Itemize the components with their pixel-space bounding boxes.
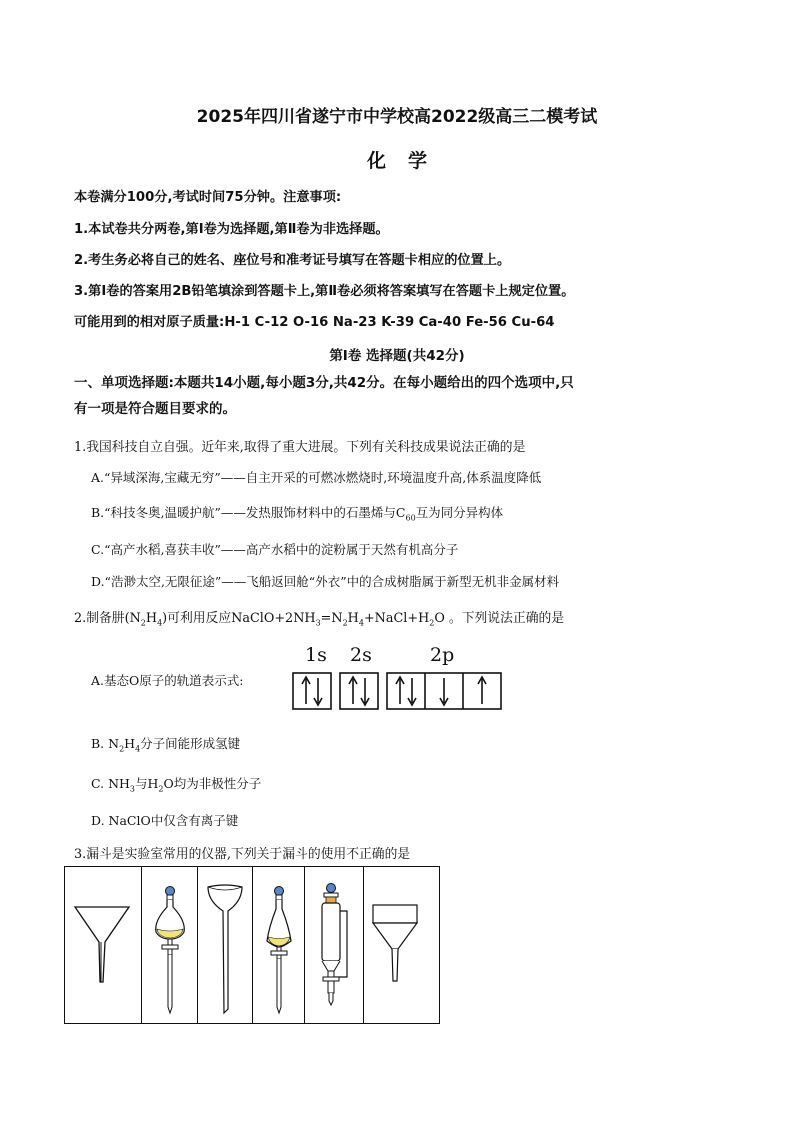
orbital-label-1s: 1s bbox=[305, 644, 327, 666]
spin-down-arrow-icon bbox=[314, 678, 322, 705]
spin-down-arrow-icon bbox=[408, 678, 416, 705]
long-neck-funnel-icon bbox=[198, 867, 253, 1023]
question-3-stem: 3.漏斗是实验室常用的仪器,下列关于漏斗的使用不正确的是 bbox=[74, 847, 411, 862]
instruction-item-1: 1.本试卷共分两卷,第Ⅰ卷为选择题,第Ⅱ卷为非选择题。 bbox=[74, 222, 389, 237]
atomic-masses: 可能用到的相对原子质量:H-1 C-12 O-16 Na-23 K-39 Ca-40 Fe-56 Cu-64 bbox=[74, 315, 555, 330]
spin-down-arrow-icon bbox=[440, 678, 448, 705]
question-1-stem: 1.我国科技自立自强。近年来,取得了重大进展。下列有关科技成果说法正确的是 bbox=[74, 440, 526, 455]
instructions-intro: 本卷满分100分,考试时间75分钟。注意事项: bbox=[74, 190, 342, 205]
question-1-option-a: A.“异域深海,宝藏无穷”——自主开采的可燃冰燃烧时,环境温度升高,体系温度降低 bbox=[91, 470, 542, 485]
buchner-funnel-icon bbox=[364, 867, 439, 1023]
question-1-option-c: C.“高产水稻,喜获丰收”——高产水稻中的淀粉属于天然有机高分子 bbox=[91, 542, 459, 557]
orbital-label-2p: 2p bbox=[430, 644, 455, 666]
funnel-cell-6 bbox=[364, 867, 439, 1023]
spin-up-arrow-icon bbox=[349, 677, 357, 704]
part-one-line-2: 有一项是符合题目要求的。 bbox=[74, 401, 236, 417]
question-1-option-d: D.“浩渺太空,无限征途”——飞船返回舱“外衣”中的合成树脂属于新型无机非金属材料 bbox=[91, 574, 560, 589]
funnel-cell-3 bbox=[198, 867, 253, 1023]
orbital-label-2s: 2s bbox=[350, 644, 372, 666]
question-2-stem: 2.制备肼$(N_2H_4)$可利用反应$NaClO+2NH_3=N_2H_4+NaCl+H_2O$ 。下列说法正确的是 bbox=[74, 611, 565, 628]
question-2-option-c: C. $NH_3$与$H_2O$均为非极性分子 bbox=[91, 776, 262, 794]
section-heading: 第Ⅰ卷 选择题(共42分) bbox=[329, 348, 465, 364]
orbital-box-1s bbox=[293, 673, 331, 709]
spin-down-arrow-icon bbox=[361, 678, 369, 705]
spin-up-arrow-icon bbox=[478, 677, 486, 704]
instruction-item-3: 3.第Ⅰ卷的答案用2B铅笔填涂到答题卡上,第Ⅱ卷必须将答案填写在答题卡上规定位置。 bbox=[74, 284, 575, 299]
orbital-box-2s bbox=[340, 673, 378, 709]
orbital-diagram bbox=[290, 670, 510, 712]
question-2-option-b: B. $N_2H_4$分子间能形成氢键 bbox=[91, 736, 241, 754]
exam-title: 2025年四川省遂宁市中学校高2022级高三二模考试 bbox=[196, 107, 598, 127]
funnel-cell-1 bbox=[65, 867, 142, 1023]
part-one-instructions bbox=[74, 370, 724, 422]
spin-up-arrow-icon bbox=[302, 677, 310, 704]
funnel-figure-table bbox=[64, 866, 440, 1024]
common-funnel-icon bbox=[65, 867, 141, 1023]
funnel-cell-4 bbox=[253, 867, 305, 1023]
funnel-cell-5 bbox=[305, 867, 364, 1023]
part-one-line-1: 一、单项选择题:本题共14小题,每小题3分,共42分。在每小题给出的四个选项中,只 bbox=[74, 375, 574, 391]
question-2-option-d: D. NaClO中仅含有离子键 bbox=[91, 813, 239, 828]
subject-title: 化学 bbox=[366, 150, 449, 172]
funnel-cell-2 bbox=[142, 867, 198, 1023]
constant-pressure-funnel-icon bbox=[305, 867, 364, 1023]
instruction-item-2: 2.考生务必将自己的姓名、座位号和准考证号填写在答题卡相应的位置上。 bbox=[74, 253, 511, 268]
separatory-funnel-pear-icon bbox=[253, 867, 305, 1023]
question-1-option-b: B.“科技冬奥,温暖护航”——发热服饰材料中的石墨烯与$C_{60}$互为同分异构体 bbox=[91, 505, 504, 523]
spin-up-arrow-icon bbox=[396, 677, 404, 704]
separatory-funnel-globe-icon bbox=[142, 867, 198, 1023]
question-2-option-a: A.基态O原子的轨道表示式: bbox=[91, 673, 244, 688]
